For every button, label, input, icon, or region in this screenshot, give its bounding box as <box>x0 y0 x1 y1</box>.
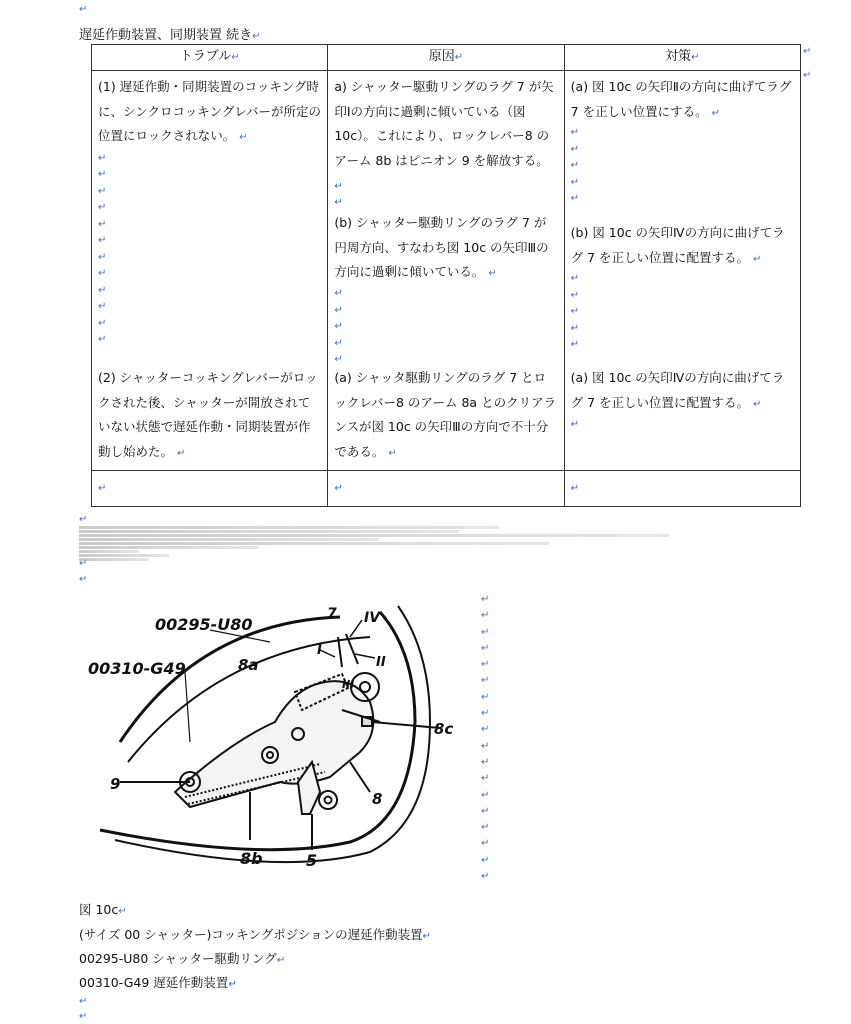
table-row <box>92 71 801 471</box>
label-arrow-1: I <box>317 643 322 658</box>
label-arm-8a: 8a <box>238 656 259 674</box>
section-title: 遅延作動装置、同期装置 続き↵ <box>79 28 261 43</box>
label-arm-8c: 8c <box>434 720 454 738</box>
empty-cell: ↵ <box>92 471 328 507</box>
trouble-cell: (1) 遅延作動・同期装置のコッキング時に、シンクロコッキングレバーが所定の位置にロックされない。 ↵ ↵ ↵ ↵ ↵ ↵ ↵ ↵ ↵ ↵ ↵ ↵ ↵ (2) シャッターコッキングレバーがロックされた後、シャッターが開放されていない状態で遅延作動・同期装置が作動し始めた。 ↵ <box>92 71 328 471</box>
table-row <box>92 471 801 507</box>
header-remedy: 対策↵ <box>564 45 800 71</box>
label-part-5: 5 <box>306 851 318 870</box>
part-1-legend: 00295-U80 シャッター駆動リング↵ <box>79 951 286 966</box>
header-trouble: トラブル↵ <box>92 45 328 71</box>
paragraph-mark: ↵ <box>79 1011 88 1022</box>
label-ring: 00295-U80 <box>155 615 253 634</box>
paragraph-mark: ↵ <box>79 996 88 1007</box>
label-pinion-9: 9 <box>110 775 121 793</box>
cause-cell: a) シャッター駆動リングのラグ 7 が矢印Ⅰの方向に過剰に傾いている（図 10c）。これにより、ロックレバー8 のアーム 8b はピニオン 9 を解放する。 ↵ ↵ (b) シャッター駆動リングのラグ 7 が円周方向、すなわち図 10c の矢印Ⅲの方向に過剰に傾いている。 ↵ ↵ ↵ ↵ ↵ ↵ (a) シャッタ駆動リングのラグ 7 とロックレバー8 のアーム 8a とのクリアランスが図 10c の矢印Ⅲの方向で不十分である。 ↵ <box>328 71 564 471</box>
empty-cell: ↵ <box>564 471 800 507</box>
paragraph-mark: ↵ <box>79 4 88 15</box>
row-end-mark: ↵ <box>803 46 812 57</box>
remedy-cell: (a) 図 10c の矢印Ⅱの方向に曲げてラグ 7 を正しい位置にする。 ↵ ↵ ↵ ↵ ↵ ↵ (b) 図 10c の矢印Ⅳの方向に曲げてラグ 7 を正しい位置に配置する。 ↵ ↵ ↵ ↵ ↵ ↵ (a) 図 10c の矢印Ⅳの方向に曲げてラグ 7 を正しい位置に配置する。 ↵ ↵ <box>564 71 800 471</box>
figure-description: (サイズ 00 シャッター)コッキングポジションの遅延作動装置↵ <box>79 927 432 942</box>
header-cause: 原因↵ <box>328 45 564 71</box>
label-arrow-2: II <box>376 655 386 670</box>
paragraph-mark: ↵ <box>79 574 88 585</box>
label-device: 00310-G49 <box>88 659 186 678</box>
figure-number: 図 10c↵ <box>79 902 127 917</box>
figure-10c-drawing <box>80 592 480 892</box>
empty-cell: ↵ <box>328 471 564 507</box>
label-arrow-4: IV <box>364 610 381 626</box>
paragraph-mark: ↵ <box>79 558 88 569</box>
label-arrow-3: III <box>342 678 355 691</box>
trouble-table <box>91 44 801 507</box>
label-lug: 7 <box>327 606 337 622</box>
faint-text-lines <box>79 526 679 562</box>
table-header-row <box>92 45 801 71</box>
label-lever-8: 8 <box>372 790 383 808</box>
part-2-legend: 00310-G49 遅延作動装置↵ <box>79 975 237 990</box>
row-end-mark: ↵ <box>803 70 812 81</box>
label-arm-8b: 8b <box>240 849 263 868</box>
figure-paragraph-marks: ↵ ↵ ↵ ↵ ↵ ↵ ↵ ↵ ↵ ↵ ↵ ↵ ↵ ↵ ↵ ↵ ↵ ↵ <box>481 594 490 883</box>
paragraph-mark: ↵ <box>79 514 88 525</box>
